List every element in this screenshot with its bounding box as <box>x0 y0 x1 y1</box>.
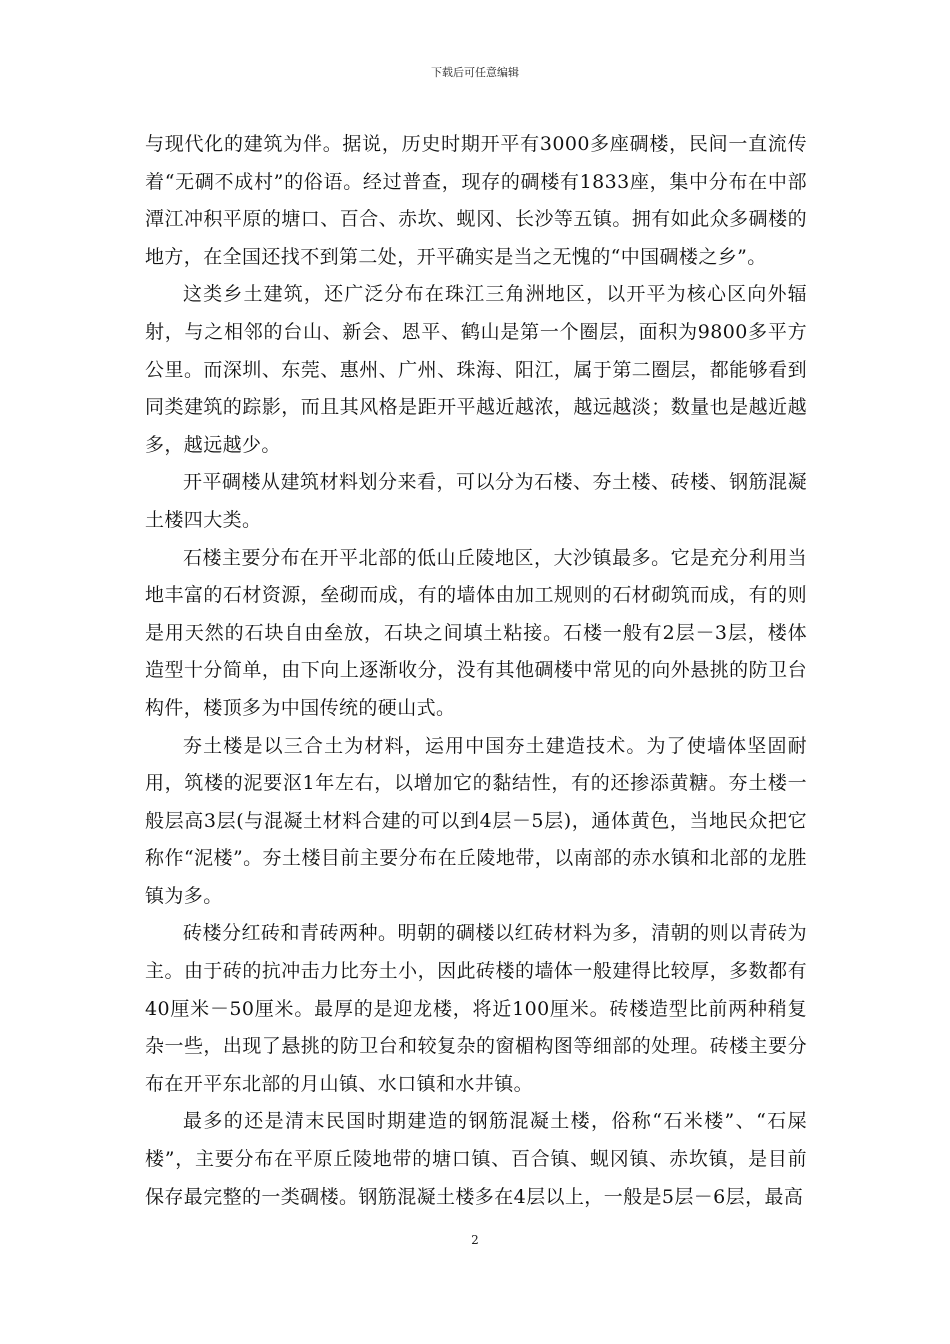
page-number: 2 <box>471 1233 479 1247</box>
paragraph-stone-towers: 石楼主要分布在开平北部的低山丘陵地区，大沙镇最多。它是充分利用当地丰富的石材资源，垒砌而成，有的墙体由加工规则的石材砌筑而成，有的则是用天然的石块自由垒放，石块之间填土粘接。石楼一般有2层－3层，楼体造型十分简单，由下向上逐渐收分，没有其他碉楼中常见的向外悬挑的防卫台构件，楼顶多为中国传统的硬山式。 <box>145 546 807 719</box>
paragraph-continuation: 与现代化的建筑为伴。据说，历史时期开平有3000多座碉楼，民间一直流传着“无碉不成村”的俗语。经过普查，现存的碉楼有1833座，集中分布在中部潭江冲积平原的塘口、百合、赤坎、蚬冈、长沙等五镇。拥有如此众多碉楼的地方，在全国还找不到第二处，开平确实是当之无愧的“中国碉楼之乡”。 <box>145 133 807 268</box>
page-header: 下载后可任意编辑 <box>431 66 519 79</box>
document-body <box>145 126 807 1216</box>
paragraph-distribution: 这类乡土建筑，还广泛分布在珠江三角洲地区，以开平为核心区向外辐射，与之相邻的台山、新会、恩平、鹤山是第一个圈层，面积为9800多平方公里。而深圳、东莞、惠州、广州、珠海、阳江，属于第二圈层，都能够看到同类建筑的踪影，而且其风格是距开平越近越浓，越远越淡；数量也是越近越多，越远越少。 <box>145 283 807 456</box>
paragraph-rammed-earth-towers: 夯土楼是以三合土为材料，运用中国夯土建造技术。为了使墙体坚固耐用，筑楼的泥要沤1年左右，以增加它的黏结性，有的还掺添黄糖。夯土楼一般层高3层(与混凝土材料合建的可以到4层－5层)，通体黄色，当地民众把它称作“泥楼”。夯土楼目前主要分布在丘陵地带，以南部的赤水镇和北部的龙胜镇为多。 <box>145 734 807 907</box>
paragraph-material-types: 开平碉楼从建筑材料划分来看，可以分为石楼、夯土楼、砖楼、钢筋混凝土楼四大类。 <box>145 471 807 531</box>
paragraph-brick-towers: 砖楼分红砖和青砖两种。明朝的碉楼以红砖材料为多，清朝的则以青砖为主。由于砖的抗冲击力比夯土小，因此砖楼的墙体一般建得比较厚，多数都有40厘米－50厘米。最厚的是迎龙楼，将近100厘米。砖楼造型比前两种稍复杂一些，出现了悬挑的防卫台和较复杂的窗楣构图等细部的处理。砖楼主要分布在开平东北部的月山镇、水口镇和水井镇。 <box>145 922 807 1095</box>
paragraph-concrete-towers: 最多的还是清末民国时期建造的钢筋混凝土楼，俗称“石米楼”、“石屎楼”，主要分布在平原丘陵地带的塘口镇、百合镇、蚬冈镇、赤坎镇，是目前保存最完整的一类碉楼。钢筋混凝土楼多在4层以上，一般是5层－6层，最高 <box>145 1110 807 1208</box>
